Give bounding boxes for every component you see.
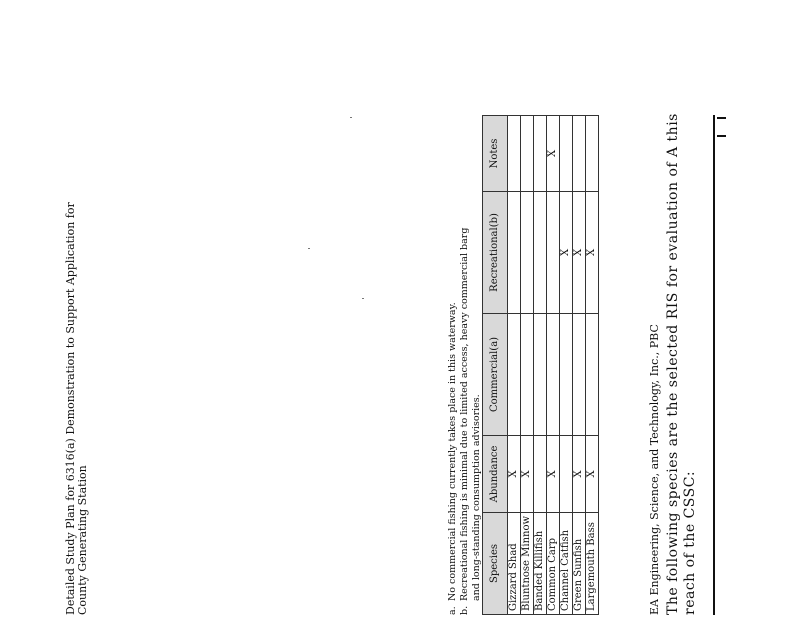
recreational-cell (534, 191, 547, 313)
commercial-cell (508, 313, 521, 435)
rotated-document-content (65, 115, 725, 615)
notes-cell (560, 116, 573, 192)
species-cell: Bluntnose Minnow (521, 512, 534, 614)
recreational-cell (508, 191, 521, 313)
page-header: EA Engineering, Science, and Technology, Inc., PBC (648, 324, 661, 615)
column-header-notes: Notes (483, 116, 508, 192)
table-row (508, 116, 521, 615)
ris-species-table (482, 115, 599, 615)
column-header-commercial: Commercial(a) (483, 313, 508, 435)
header-tick-mark-2 (717, 117, 726, 119)
footnote-text: Recreational fishing is minimal due to limited access, heavy commercial barg (459, 227, 470, 601)
column-header-recreational: Recreational(b) (483, 191, 508, 313)
table-footnotes (447, 95, 483, 615)
recreational-cell: X (573, 191, 586, 313)
scan-speck (350, 117, 352, 118)
species-cell: Banded Killifish (534, 512, 547, 614)
scan-speck (308, 248, 310, 249)
footer-line-1: Detailed Study Plan for 6316(a) Demonstration to Support Application for (64, 202, 77, 615)
table-row (521, 116, 534, 615)
footnote-b (459, 95, 471, 615)
table-row (560, 116, 573, 615)
recreational-cell: X (586, 191, 599, 313)
species-cell: Largemouth Bass (586, 512, 599, 614)
notes-cell (534, 116, 547, 192)
species-cell: Channel Catfish (560, 512, 573, 614)
table-row (586, 116, 599, 615)
abundance-cell: X (508, 435, 521, 512)
notes-cell: X (547, 116, 560, 192)
abundance-cell: X (521, 435, 534, 512)
footnote-text: and long-standing consumption advisories. (471, 394, 482, 601)
footnote-label: a. (447, 606, 458, 615)
header-tick-mark (717, 135, 726, 137)
commercial-cell (521, 313, 534, 435)
notes-cell (573, 116, 586, 192)
abundance-cell: X (586, 435, 599, 512)
column-header-species: Species (483, 512, 508, 614)
commercial-cell (560, 313, 573, 435)
species-cell: Common Carp (547, 512, 560, 614)
abundance-cell: X (547, 435, 560, 512)
commercial-cell (547, 313, 560, 435)
species-cell: Green Sunfish (573, 512, 586, 614)
page-footer (65, 202, 89, 615)
column-header-abundance: Abundance (483, 435, 508, 512)
footnote-b-continued (471, 95, 483, 615)
scan-speck (362, 298, 364, 299)
commercial-cell (534, 313, 547, 435)
notes-cell (586, 116, 599, 192)
abundance-cell: X (573, 435, 586, 512)
recreational-cell (547, 191, 560, 313)
table-header-row (483, 116, 508, 615)
recreational-cell (521, 191, 534, 313)
footnote-label: b. (459, 605, 470, 615)
header-rule (713, 115, 715, 615)
intro-paragraph: The following species are the selected RIS for evaluation of A this reach of the CSSC: (665, 113, 698, 615)
abundance-cell (560, 435, 573, 512)
recreational-cell: X (560, 191, 573, 313)
footnote-a (447, 95, 459, 615)
table-row (573, 116, 586, 615)
table-row (547, 116, 560, 615)
commercial-cell (586, 313, 599, 435)
species-cell: Gizzard Shad (508, 512, 521, 614)
abundance-cell (534, 435, 547, 512)
commercial-cell (573, 313, 586, 435)
footnote-text: No commercial fishing currently takes place in this waterway. (447, 302, 458, 601)
notes-cell (521, 116, 534, 192)
footer-line-2: County Generating Station (76, 465, 89, 615)
table-row (534, 116, 547, 615)
notes-cell (508, 116, 521, 192)
